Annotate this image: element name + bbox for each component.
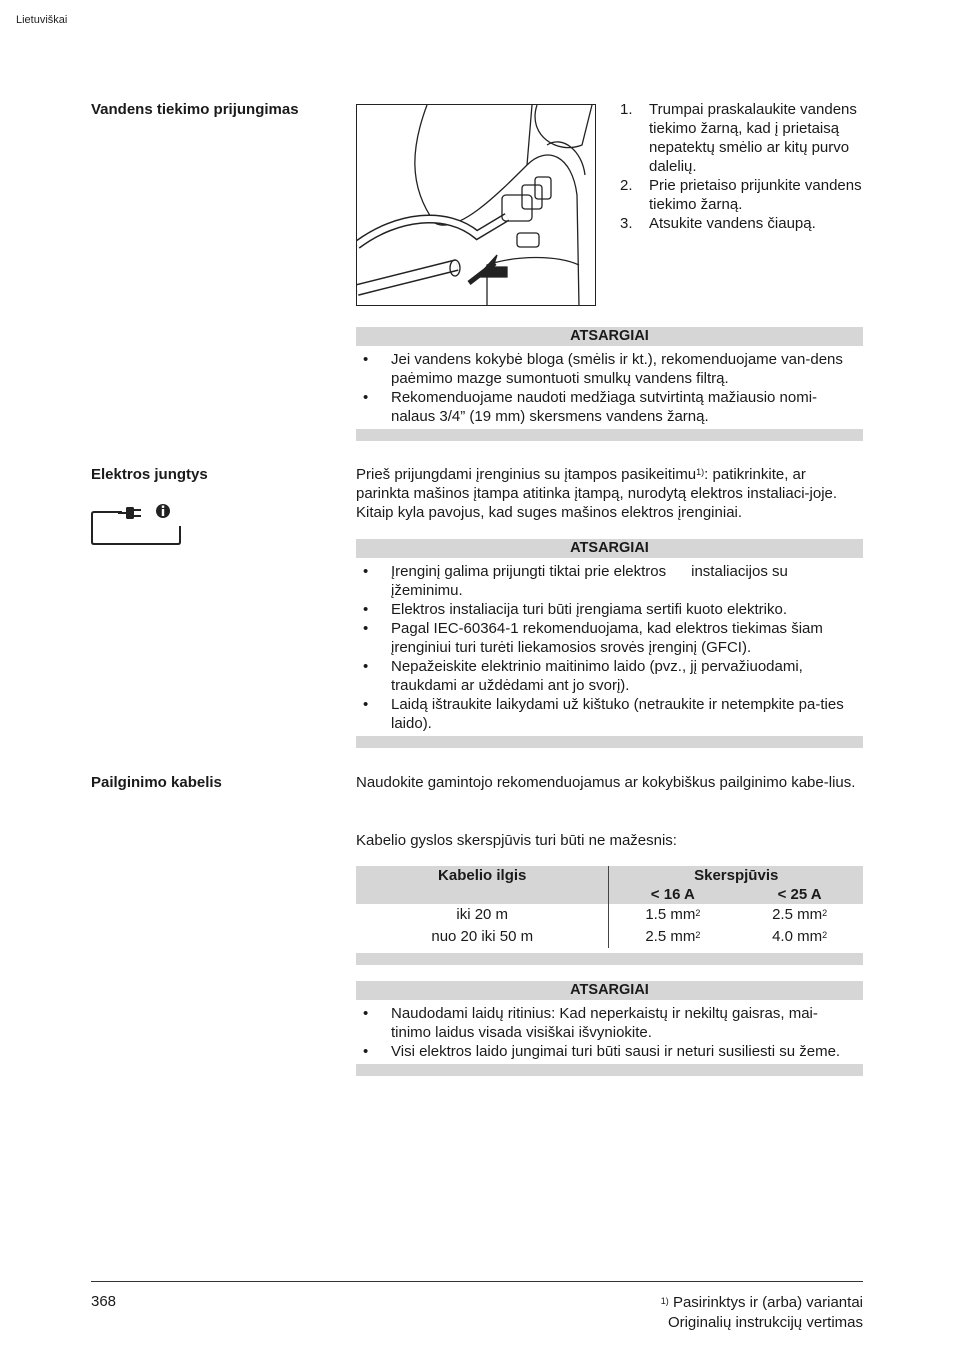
footer-notes [661, 1293, 863, 1333]
col-header-length: Kabelio ilgis [356, 866, 609, 885]
language-label: Lietuviškai [16, 14, 68, 26]
extension-paragraph-1: Naudokite gamintojo rekomenduojamus ar kokybiškus pailginimo kabe-lius. [356, 774, 856, 791]
caution-list [356, 558, 863, 736]
step-item: 3. Atsukite vandens čiaupą. [620, 215, 816, 232]
electrical-caution-box [356, 539, 863, 748]
col-header-spacer [356, 885, 609, 904]
caution-title: ATSARGIAI [356, 981, 863, 1000]
caution-item: • Rekomenduojame naudoti medžiaga sutvirtintą mažiausio nomi-nalaus 3/4” (19 mm) skersmens vandens žarną. [363, 389, 818, 425]
step-item: 1. Trumpai praskalaukite vandens tiekimo žarną, kad į prietaisą nepatektų smėlio ar kitų purvo dalelių. [620, 101, 857, 175]
caution-title: ATSARGIAI [356, 539, 863, 558]
water-caution-box [356, 327, 863, 441]
cell-25a: 2.5 $mm^2$ [772, 906, 828, 923]
col-header-cross-section: Skerspjūvis [609, 866, 863, 885]
hose-connection-illustration [356, 104, 596, 306]
electrical-heading: Elektros jungtys [91, 466, 208, 483]
caution-footer-bar [356, 736, 863, 748]
cable-table-block [356, 866, 863, 965]
electrical-intro: Prieš prijungdami įrenginius su įtampos pasikeitimu$^{1)}$: patikrinkite, ar parinkta mašinos įtampa atitinka įtampą, nurodytą elektros instaliaci-joje. Kitaip kyla pavojus, kad suges mašinos elektros įrenginiai. [356, 466, 838, 521]
cell-16a: 1.5 $mm^2$ [609, 904, 736, 926]
step-item: 2. Prie prietaiso prijunkite vandens tiekimo žarną. [620, 177, 862, 213]
footer-divider [91, 1281, 863, 1282]
caution-item: • Naudodami laidų ritinius: Kad neperkaistų ir nekiltų gaisras, mai-tinimo laidus visada visiškai išvyniokite. [363, 1005, 818, 1041]
extension-caution-box [356, 981, 863, 1076]
cell-length: iki 20 m [456, 906, 509, 923]
caution-item: • Įrenginį galima prijungti tiktai prie elektros instaliacijos su įžeminimu. [363, 563, 793, 599]
caution-title: ATSARGIAI [356, 327, 863, 346]
plug-info-icon [90, 500, 184, 548]
cable-section-table [356, 866, 863, 948]
cell-length: nuo 20 iki 50 m [431, 928, 534, 945]
table-footer-bar [356, 953, 863, 965]
table-row [356, 926, 863, 948]
caution-item: • Pagal IEC-60364-1 rekomenduojama, kad elektros tiekimas šiam įrenginiui turi turėti liekamosios srovės įrenginį (GFCI). [363, 620, 823, 656]
caution-list [356, 1000, 863, 1064]
table-row [356, 904, 863, 926]
caution-list [356, 346, 863, 429]
caution-item: • Laidą ištraukite laikydami už kištuko (netraukite ir netempkite pa-ties laido). [363, 696, 844, 732]
water-steps-list [620, 100, 865, 233]
caution-item: • Nepažeiskite elektrinio maitinimo laido (pvz., jį pervažiuodami, traukdami ar uždėdami ant jo svorį). [363, 658, 803, 694]
extension-paragraph-2: Kabelio gyslos skerspjūvis turi būti ne mažesnis: [356, 832, 677, 849]
page-number: 368 [91, 1293, 117, 1310]
translation-note: Originalių instrukcijų vertimas [667, 1314, 863, 1331]
caution-item: • Jei vandens kokybė bloga (smėlis ir kt.), rekomenduojame van-dens paėmimo mazge sumontuoti smulkų vandens filtrą. [363, 351, 843, 387]
cell-25a: 4.0 $mm^2$ [772, 928, 828, 945]
footnote: $^{1)}$ Pasirinktys ir (arba) variantai [660, 1294, 863, 1311]
col-header-16a: < 16 A [609, 885, 736, 904]
caution-item: • Visi elektros laido jungimai turi būti sausi ir neturi susiliesti su žeme. [363, 1043, 841, 1060]
caution-item: • Elektros instaliacija turi būti įrengiama sertifi kuoto elektriko. [363, 601, 787, 618]
col-header-25a: < 25 A [736, 885, 863, 904]
caution-footer-bar [356, 1064, 863, 1076]
cell-16a: 2.5 $mm^2$ [609, 926, 736, 948]
water-supply-heading: Vandens tiekimo prijungimas [91, 101, 299, 118]
extension-cable-heading: Pailginimo kabelis [91, 774, 222, 791]
caution-footer-bar [356, 429, 863, 441]
